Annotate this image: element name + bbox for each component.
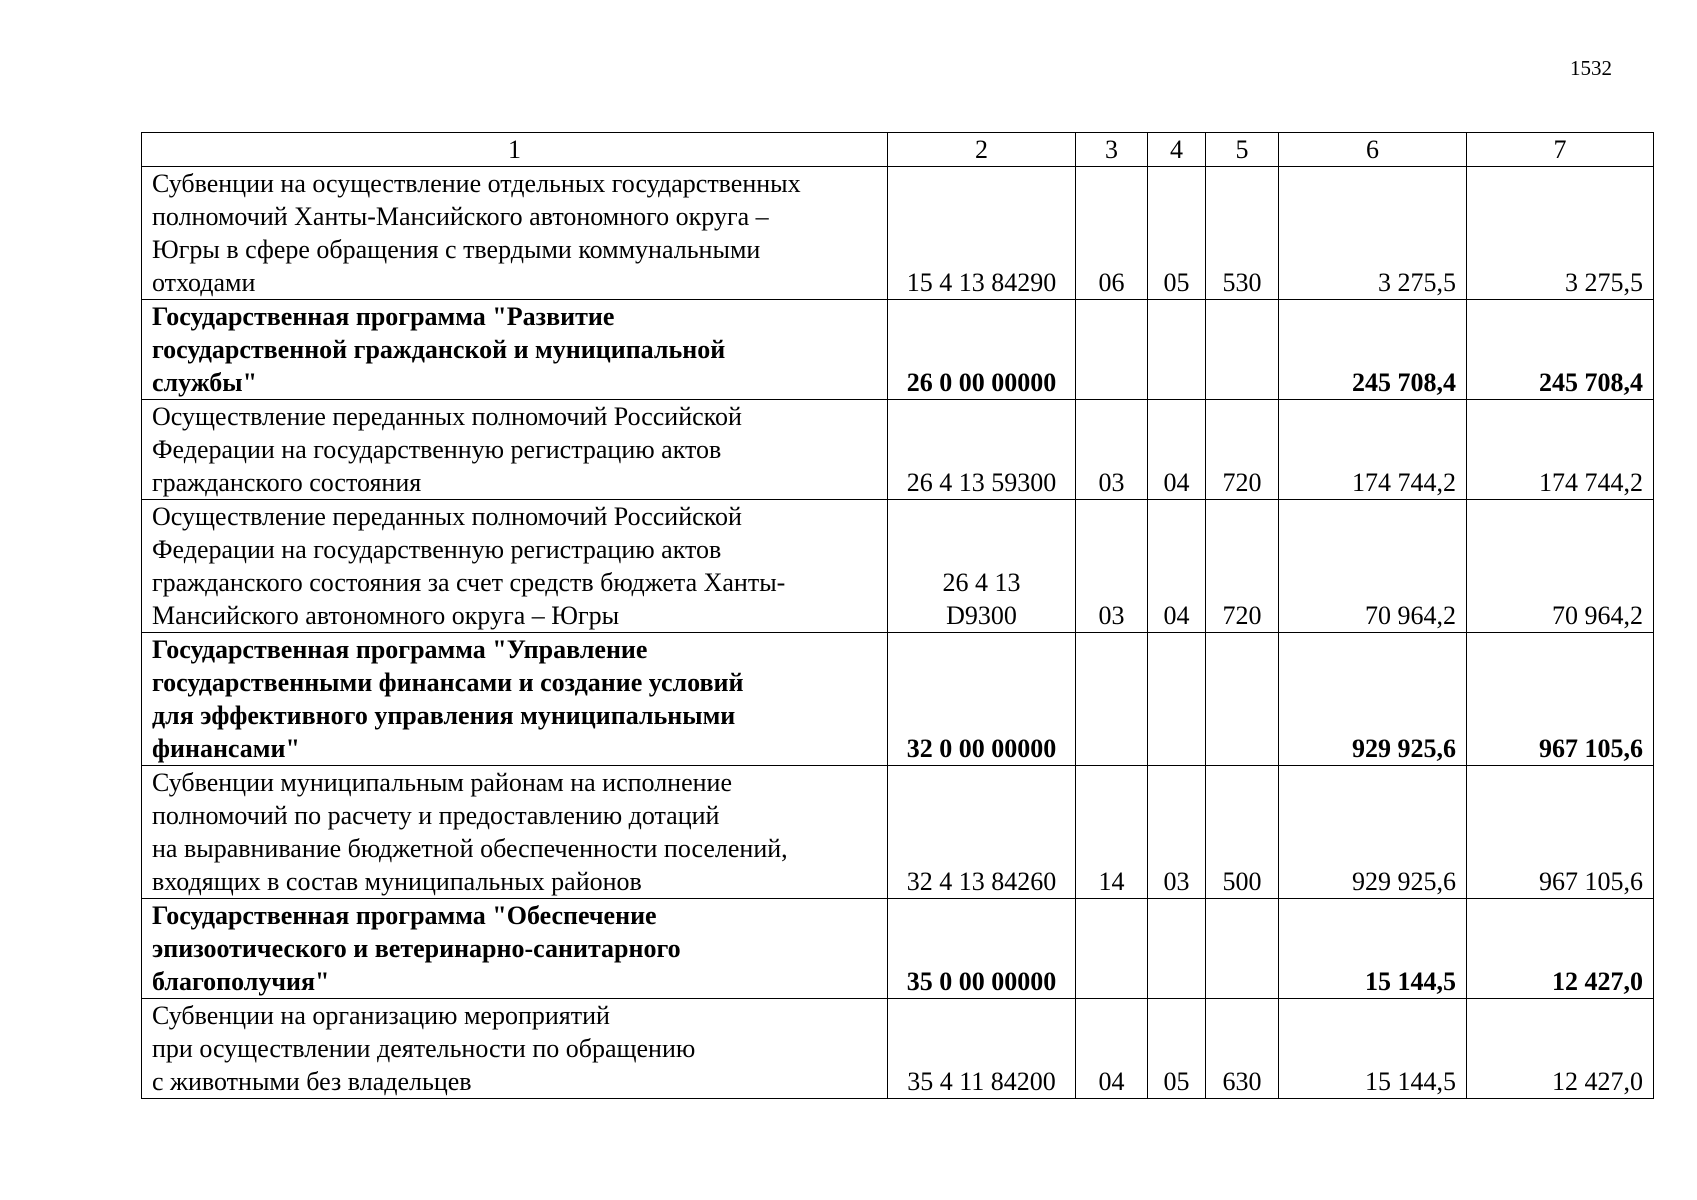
column-header-4: 4 xyxy=(1148,133,1206,167)
row-name-line: гражданского состояния за счет средств бюджета Ханты- xyxy=(152,568,786,597)
row-name-line: Осуществление переданных полномочий Российской xyxy=(152,502,742,531)
row-name-line: Субвенции муниципальным районам на исполнение xyxy=(152,768,732,797)
row-code-line: 26 4 13 xyxy=(942,568,1021,597)
row-name-line: Государственная программа "Управление xyxy=(152,635,648,664)
row-code-cell xyxy=(888,167,1076,300)
row-name-line: для эффективного управления муниципальными xyxy=(152,701,736,730)
row-col6-cell: 15 144,5 xyxy=(1279,999,1467,1099)
row-code-cell xyxy=(888,300,1076,400)
row-name-line: полномочий Ханты-Мансийского автономного округа – xyxy=(152,202,769,231)
row-name-line: Федерации на государственную регистрацию актов xyxy=(152,535,722,564)
row-col3-cell: 03 xyxy=(1076,500,1148,633)
row-code-line: 32 0 00 00000 xyxy=(906,734,1057,763)
column-header-6: 6 xyxy=(1279,133,1467,167)
program-row xyxy=(142,633,1654,766)
row-col3-cell: 06 xyxy=(1076,167,1148,300)
row-code-line: 32 4 13 84260 xyxy=(906,867,1057,896)
row-name-cell xyxy=(142,766,888,899)
row-col7-cell: 174 744,2 xyxy=(1467,400,1654,500)
row-code-line: 15 4 13 84290 xyxy=(906,268,1057,297)
row-name-line: полномочий по расчету и предоставлению дотаций xyxy=(152,801,720,830)
row-name-cell xyxy=(142,400,888,500)
row-col7-cell: 12 427,0 xyxy=(1467,899,1654,999)
row-col6-cell: 3 275,5 xyxy=(1279,167,1467,300)
program-row xyxy=(142,899,1654,999)
row-name-cell xyxy=(142,500,888,633)
row-col3-cell xyxy=(1076,633,1148,766)
row-code-cell xyxy=(888,766,1076,899)
row-col3-cell: 03 xyxy=(1076,400,1148,500)
row-name-line: Осуществление переданных полномочий Российской xyxy=(152,402,742,431)
row-col6-cell: 70 964,2 xyxy=(1279,500,1467,633)
row-code-line: 26 0 00 00000 xyxy=(906,368,1057,397)
row-col3-cell: 14 xyxy=(1076,766,1148,899)
row-code-line: 26 4 13 59300 xyxy=(906,468,1057,497)
row-code-line: 35 0 00 00000 xyxy=(906,967,1057,996)
row-col6-cell: 15 144,5 xyxy=(1279,899,1467,999)
row-name-line: эпизоотического и ветеринарно-санитарного xyxy=(152,934,681,963)
row-code-line: 35 4 11 84200 xyxy=(907,1067,1056,1096)
row-name-line: финансами" xyxy=(152,734,300,763)
row-col5-cell: 720 xyxy=(1206,500,1279,633)
column-header-2: 2 xyxy=(888,133,1076,167)
column-header-7: 7 xyxy=(1467,133,1654,167)
row-name-cell xyxy=(142,633,888,766)
row-col7-cell: 3 275,5 xyxy=(1467,167,1654,300)
table-row xyxy=(142,766,1654,899)
table-row xyxy=(142,999,1654,1099)
table-header-row xyxy=(142,133,1654,167)
row-name-line: Государственная программа "Обеспечение xyxy=(152,901,657,930)
column-header-3: 3 xyxy=(1076,133,1148,167)
row-name-line: Субвенции на организацию мероприятий xyxy=(152,1001,610,1030)
row-code-line: D9300 xyxy=(946,601,1017,630)
row-col7-cell: 70 964,2 xyxy=(1467,500,1654,633)
row-name-line: при осуществлении деятельности по обращению xyxy=(152,1034,696,1063)
row-col6-cell: 174 744,2 xyxy=(1279,400,1467,500)
row-col7-cell: 12 427,0 xyxy=(1467,999,1654,1099)
table-row xyxy=(142,400,1654,500)
row-col5-cell: 530 xyxy=(1206,167,1279,300)
row-name-line: отходами xyxy=(152,268,256,297)
row-col7-cell: 967 105,6 xyxy=(1467,766,1654,899)
row-code-cell xyxy=(888,633,1076,766)
program-row xyxy=(142,300,1654,400)
row-name-cell xyxy=(142,167,888,300)
row-col4-cell: 04 xyxy=(1148,500,1206,633)
row-name-line: Югры в сфере обращения с твердыми коммунальными xyxy=(152,235,761,264)
row-col5-cell xyxy=(1206,899,1279,999)
row-name-line: входящих в состав муниципальных районов xyxy=(152,867,642,896)
row-name-line: на выравнивание бюджетной обеспеченности поселений, xyxy=(152,834,788,863)
row-name-line: государственными финансами и создание условий xyxy=(152,668,744,697)
row-col6-cell: 245 708,4 xyxy=(1279,300,1467,400)
row-col6-cell: 929 925,6 xyxy=(1279,633,1467,766)
row-col5-cell: 500 xyxy=(1206,766,1279,899)
row-col7-cell: 967 105,6 xyxy=(1467,633,1654,766)
row-col4-cell: 05 xyxy=(1148,999,1206,1099)
row-col7-cell: 245 708,4 xyxy=(1467,300,1654,400)
row-code-cell xyxy=(888,999,1076,1099)
table-row xyxy=(142,500,1654,633)
column-header-1: 1 xyxy=(142,133,888,167)
row-col3-cell xyxy=(1076,300,1148,400)
row-name-cell xyxy=(142,899,888,999)
row-col3-cell: 04 xyxy=(1076,999,1148,1099)
row-code-cell xyxy=(888,400,1076,500)
row-col3-cell xyxy=(1076,899,1148,999)
column-header-5: 5 xyxy=(1206,133,1279,167)
row-name-cell xyxy=(142,300,888,400)
row-code-cell xyxy=(888,500,1076,633)
row-col4-cell: 05 xyxy=(1148,167,1206,300)
row-col6-cell: 929 925,6 xyxy=(1279,766,1467,899)
row-name-line: с животными без владельцев xyxy=(152,1067,472,1096)
table-row xyxy=(142,167,1654,300)
row-col4-cell: 03 xyxy=(1148,766,1206,899)
row-name-line: Государственная программа "Развитие xyxy=(152,302,615,331)
row-name-line: государственной гражданской и муниципальной xyxy=(152,335,726,364)
row-col5-cell xyxy=(1206,300,1279,400)
row-name-line: Федерации на государственную регистрацию актов xyxy=(152,435,722,464)
row-col4-cell xyxy=(1148,300,1206,400)
row-name-line: службы" xyxy=(152,368,258,397)
row-col5-cell xyxy=(1206,633,1279,766)
row-col4-cell: 04 xyxy=(1148,400,1206,500)
row-name-line: благополучия" xyxy=(152,967,330,996)
row-name-cell xyxy=(142,999,888,1099)
page-number: 1532 xyxy=(1570,56,1612,80)
table-body xyxy=(142,133,1654,1099)
row-col5-cell: 720 xyxy=(1206,400,1279,500)
row-col4-cell xyxy=(1148,633,1206,766)
row-col5-cell: 630 xyxy=(1206,999,1279,1099)
row-name-line: Мансийского автономного округа – Югры xyxy=(152,601,620,630)
budget-table xyxy=(141,132,1654,1099)
row-name-line: гражданского состояния xyxy=(152,468,422,497)
row-code-cell xyxy=(888,899,1076,999)
row-name-line: Субвенции на осуществление отдельных государственных xyxy=(152,169,801,198)
row-col4-cell xyxy=(1148,899,1206,999)
